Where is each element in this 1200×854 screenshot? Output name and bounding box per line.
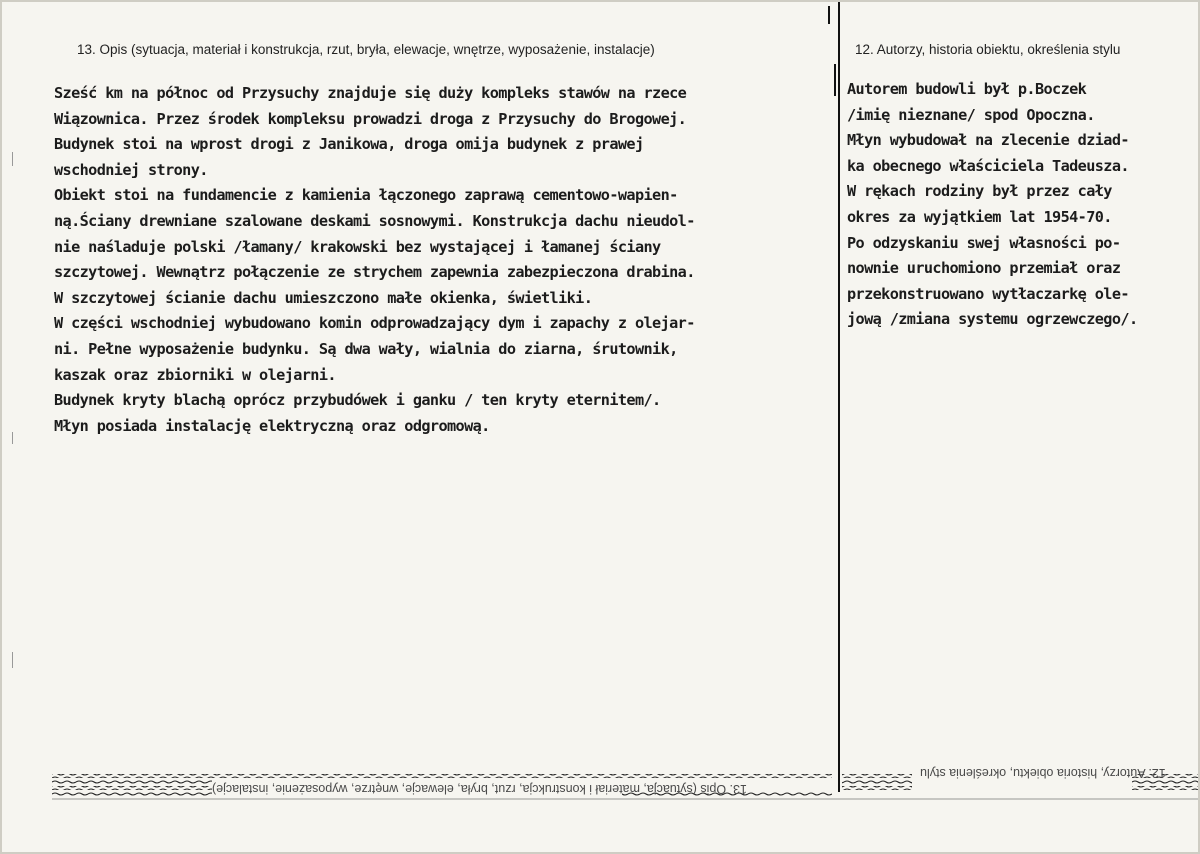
text-line: wschodniej strony.: [54, 160, 208, 179]
edge-mark: [12, 432, 13, 444]
text-line: Autorem budowli był p.Boczek: [847, 80, 1087, 98]
text-line: Po odzyskaniu swej własności po-: [847, 233, 1121, 252]
text-line: szczytowej. Wewnątrz połączenie ze strychem zapewnia zabezpieczona drabina.: [54, 263, 695, 282]
text-line: przekonstruowano wytłaczarkę ole-: [847, 284, 1129, 303]
text-line: nie naśladuje polski /łamany/ krakowski bez wystającej i łamanej ściany: [54, 237, 661, 256]
text-line: Młyn wybudował na zlecenie dziad-: [847, 131, 1129, 150]
text-line: Wiązownica. Przez środek kompleksu prowadzi droga z Przysuchy do Brogowej.: [54, 109, 687, 128]
section-12-heading: 12. Autorzy, historia obiektu, określenia stylu: [855, 42, 1121, 57]
text-line: jową /zmiana systemu ogrzewczego/.: [847, 310, 1138, 329]
text-line: ka obecnego właściciela Tadeusza.: [847, 156, 1129, 175]
text-line: W części wschodniej wybudowano komin odprowadzający dym i zapachy z olejar-: [54, 314, 695, 333]
text-line: ną.Ściany drewniane szalowane deskami sosnowymi. Konstrukcja dachu nieudol-: [54, 211, 695, 230]
text-line: nownie uruchomiono przemiał oraz: [847, 259, 1121, 278]
text-line: Sześć km na północ od Przysuchy znajduje się duży kompleks stawów na rzece: [54, 84, 687, 102]
text-line: /imię nieznane/ spod Opoczna.: [847, 105, 1095, 124]
text-line: Budynek stoi na wprost drogi z Janikowa, droga omija budynek z prawej: [54, 135, 644, 154]
divider-mark: [828, 6, 830, 24]
text-line: Obiekt stoi na fundamencie z kamienia łączonego zaprawą cementowo-wapien-: [54, 186, 678, 205]
mirrored-section-12-heading: 12. Autorzy, historia obiektu, określenia stylu: [920, 766, 1166, 780]
edge-mark: [12, 652, 13, 668]
section-13-typed-text: [54, 81, 834, 439]
text-line: ni. Pełne wyposażenie budynku. Są dwa wały, wialnia do ziarna, śrutownik,: [54, 339, 678, 358]
text-line: Młyn posiada instalację elektryczną oraz odgromową.: [54, 416, 490, 435]
edge-mark: [12, 152, 13, 166]
text-line: W rękach rodziny był przez cały: [847, 182, 1112, 201]
text-line: W szczytowej ścianie dachu umieszczono małe okienka, świetliki.: [54, 288, 593, 307]
mirrored-section-13-heading: 13. Opis (sytuacja, materiał i konstrukcja, rzut, bryła, elewacje, wnętrze, wyposażenie, instalacje): [212, 782, 747, 796]
text-line: kaszak oraz zbiorniki w olejarni.: [54, 365, 336, 384]
text-line: Budynek kryty blachą oprócz przybudówek i ganku / ten kryty eternitem/.: [54, 391, 661, 410]
section-12-typed-text: [847, 77, 1197, 333]
text-line: okres za wyjątkiem lat 1954-70.: [847, 207, 1112, 226]
column-divider: [838, 2, 840, 792]
divider-mark: [834, 64, 836, 96]
section-13-heading: 13. Opis (sytuacja, materiał i konstrukcja, rzut, bryła, elewacje, wnętrze, wyposażenie, instalacje): [77, 42, 655, 57]
